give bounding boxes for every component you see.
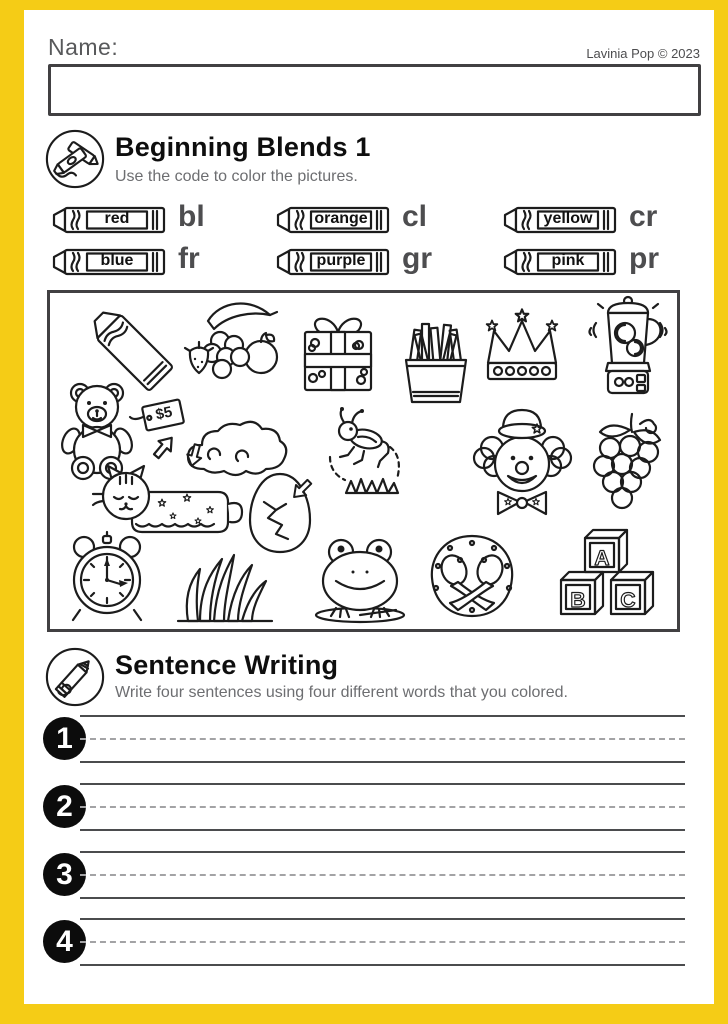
code-color-word: orange: [314, 210, 368, 227]
grasshopper-image: [318, 405, 443, 500]
price-tag-text: $5: [154, 403, 174, 424]
code-item-red: [51, 200, 261, 235]
name-input-box[interactable]: [48, 64, 701, 116]
cat-blanket-image: [90, 440, 240, 540]
writing-line-top: [80, 715, 685, 717]
sentence-line-4[interactable]: [24, 918, 714, 968]
copyright-text: Lavinia Pop © 2023: [586, 46, 700, 61]
code-item-blue: [51, 242, 261, 277]
fries-image: [398, 318, 474, 406]
writing-line-top: [80, 918, 685, 920]
writing-line-bottom: [80, 897, 685, 899]
writing-line-middle: [80, 941, 685, 943]
code-color-word: pink: [551, 252, 585, 269]
sentence-line-2[interactable]: [24, 783, 714, 833]
writing-line-top: [80, 783, 685, 785]
writing-subtitle: Write four sentences using four different words that you colored.: [115, 684, 568, 701]
crayons-icon: [44, 128, 106, 190]
code-blend-label: fr: [178, 242, 200, 275]
code-item-purple: [275, 242, 485, 277]
code-color-word: purple: [316, 252, 366, 269]
writing-line-bottom: [80, 964, 685, 966]
code-color-word: yellow: [543, 210, 593, 227]
writing-line-middle: [80, 806, 685, 808]
writing-line-middle: [80, 874, 685, 876]
writing-line-bottom: [80, 761, 685, 763]
sentence-number-badge: 3: [43, 853, 86, 896]
abc-blocks-image: [555, 528, 655, 620]
code-blend-label: gr: [402, 242, 432, 275]
code-blend-label: cl: [402, 200, 428, 233]
clown-image: [470, 398, 575, 536]
sentence-number-badge: 4: [43, 920, 86, 963]
code-item-yellow: [502, 200, 712, 235]
writing-title: Sentence Writing: [115, 650, 339, 680]
blends-title: Beginning Blends 1: [115, 132, 371, 162]
sentence-line-3[interactable]: [24, 851, 714, 901]
worksheet-paper: [24, 10, 714, 1004]
frog-image: [310, 535, 410, 623]
block-letter-b: B: [570, 589, 586, 612]
code-color-word: red: [104, 210, 130, 227]
fruit-image: [178, 295, 288, 387]
grass-image: [170, 545, 280, 625]
blender-image: [578, 295, 678, 401]
code-blend-label: pr: [629, 242, 659, 275]
present-image: [298, 308, 378, 396]
alarm-clock-image: [62, 530, 152, 625]
name-label: Name:: [48, 34, 119, 60]
pencil-icon: [44, 646, 106, 708]
code-color-word: blue: [100, 252, 134, 269]
sentence-number-badge: 1: [43, 717, 86, 760]
code-blend-label: cr: [629, 200, 658, 233]
coloring-pictures-box: [47, 290, 680, 632]
code-blend-label: bl: [178, 200, 205, 233]
sentence-line-1[interactable]: [24, 715, 714, 765]
crown-image: [476, 305, 568, 387]
code-item-pink: [502, 242, 712, 277]
sentence-number-badge: 2: [43, 785, 86, 828]
blends-subtitle: Use the code to color the pictures.: [115, 168, 358, 185]
pretzel-image: [420, 530, 525, 622]
writing-line-middle: [80, 738, 685, 740]
writing-line-bottom: [80, 829, 685, 831]
block-letter-a: A: [594, 547, 610, 570]
grapes-image: [580, 410, 675, 512]
writing-line-top: [80, 851, 685, 853]
code-item-orange: [275, 200, 485, 235]
block-letter-c: C: [620, 589, 636, 612]
